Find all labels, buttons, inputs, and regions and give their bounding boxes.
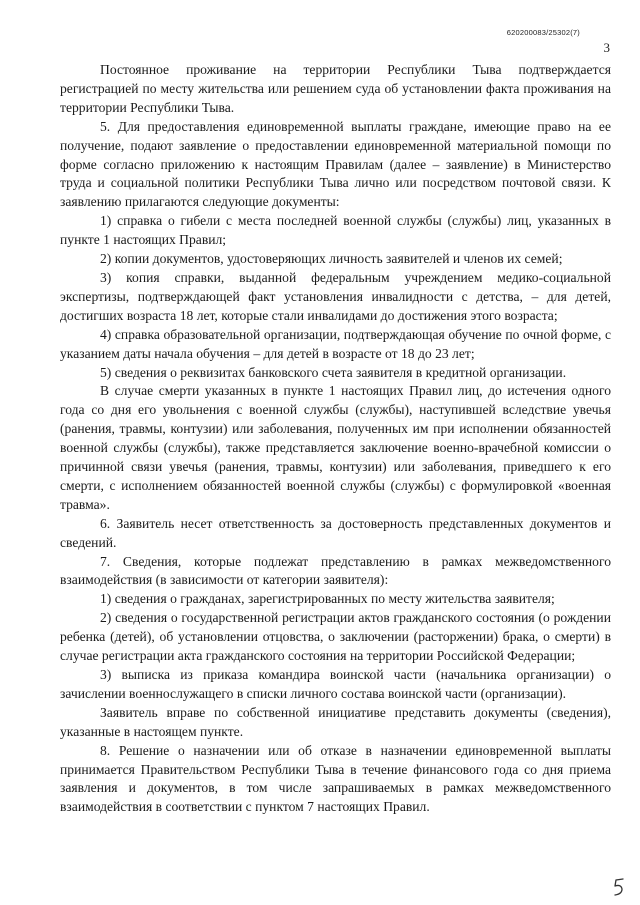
paragraph-own-initiative: Заявитель вправе по собственной инициативе представить документы (сведения), указанные в настоящем пункте. bbox=[60, 704, 611, 739]
paragraph-item-5-3: 3) копия справки, выданной федеральным учреждением медико-социальной экспертизы, подтверждающей факт установления инвалидности с детства, – для детей, достигших возраста 18 лет, которые стали инвалидами до достижения этого возраста; bbox=[60, 269, 611, 323]
paragraph-item-5-4: 4) справка образовательной организации, подтверждающая обучение по очной форме, с указанием даты начала обучения – для детей в возрасте от 18 до 23 лет; bbox=[60, 326, 611, 361]
handwritten-mark-icon bbox=[612, 877, 626, 897]
paragraph-item-7: 7. Сведения, которые подлежат представлению в рамках межведомственного взаимодействия (в зависимости от категории заявителя): bbox=[60, 553, 611, 588]
paragraph-item-5-1: 1) справка о гибели с места последней военной службы (службы) лиц, указанных в пункте 1 настоящих Правил; bbox=[60, 213, 611, 248]
paragraph-item-7-3: 3) выписка из приказа командира воинской части (начальника организации) о зачислении военнослужащего в списки личного состава воинской части (организации). bbox=[60, 667, 611, 701]
paragraph-item-5-5: 5) сведения о реквизитах банковского счета заявителя в кредитной организации. bbox=[100, 364, 567, 380]
paragraph-item-7-1: 1) сведения о гражданах, зарегистрированных по месту жительства заявителя; bbox=[100, 591, 555, 607]
page-number: 3 bbox=[603, 40, 610, 55]
paragraph-item-6: 6. Заявитель несет ответственность за достоверность представленных документов и сведений. bbox=[60, 515, 611, 550]
paragraph-item-5: 5. Для предоставления единовременной выплаты граждане, имеющие право на ее получение, подают заявление о предоставлении единовременной материальной помощи по форме согласно приложению к настоящим Правилам (далее – заявление) в Министерство труда и социальной политики Республики Тыва лично или посредством почтовой связи. К заявлению прилагаются следующие документы: bbox=[60, 118, 611, 210]
paragraph-item-7-2: 2) сведения о государственной регистрации актов гражданского состояния (о рождении ребенка (детей), об установлении отцовства, о заключении (расторжении) брака, о смерти) в случае регистрации акта гражданского состояния на территории Российской Федерации; bbox=[60, 610, 611, 664]
document-code: 620200083/25302(7) bbox=[506, 28, 580, 37]
paragraph-item-5-2: 2) копии документов, удостоверяющих личность заявителей и членов их семей; bbox=[100, 251, 563, 267]
paragraph-item-8: 8. Решение о назначении или об отказе в назначении единовременной выплаты принимается Правительством Республики Тыва в течение финансового года со дня приема заявления и документов, в том числе запрашиваемых в рамках межведомственного взаимодействия в соответствии с пунктом 7 настоящих Правил. bbox=[60, 742, 611, 815]
paragraph-residence: Постоянное проживание на территории Республики Тыва подтверждается регистрацией по месту жительства или решением суда об установлении факта проживания на территории Республики Тыва. bbox=[60, 62, 611, 115]
document-body bbox=[60, 61, 611, 817]
paragraph-death-case: В случае смерти указанных в пункте 1 настоящих Правил лиц, до истечения одного года со дня его увольнения с военной службы (службы), наступившей вследствие увечья (ранения, травмы, контузии) или заболевания, полученных им при исполнении обязанностей военной службы (службы), также представляется заключение военно-врачебной комиссии о причинной связи увечья (ранения, травмы, контузии) или заболевания, приведшего к его смерти, с исполнением обязанностей военной службы (службы) с формулировкой «военная травма». bbox=[60, 383, 611, 512]
